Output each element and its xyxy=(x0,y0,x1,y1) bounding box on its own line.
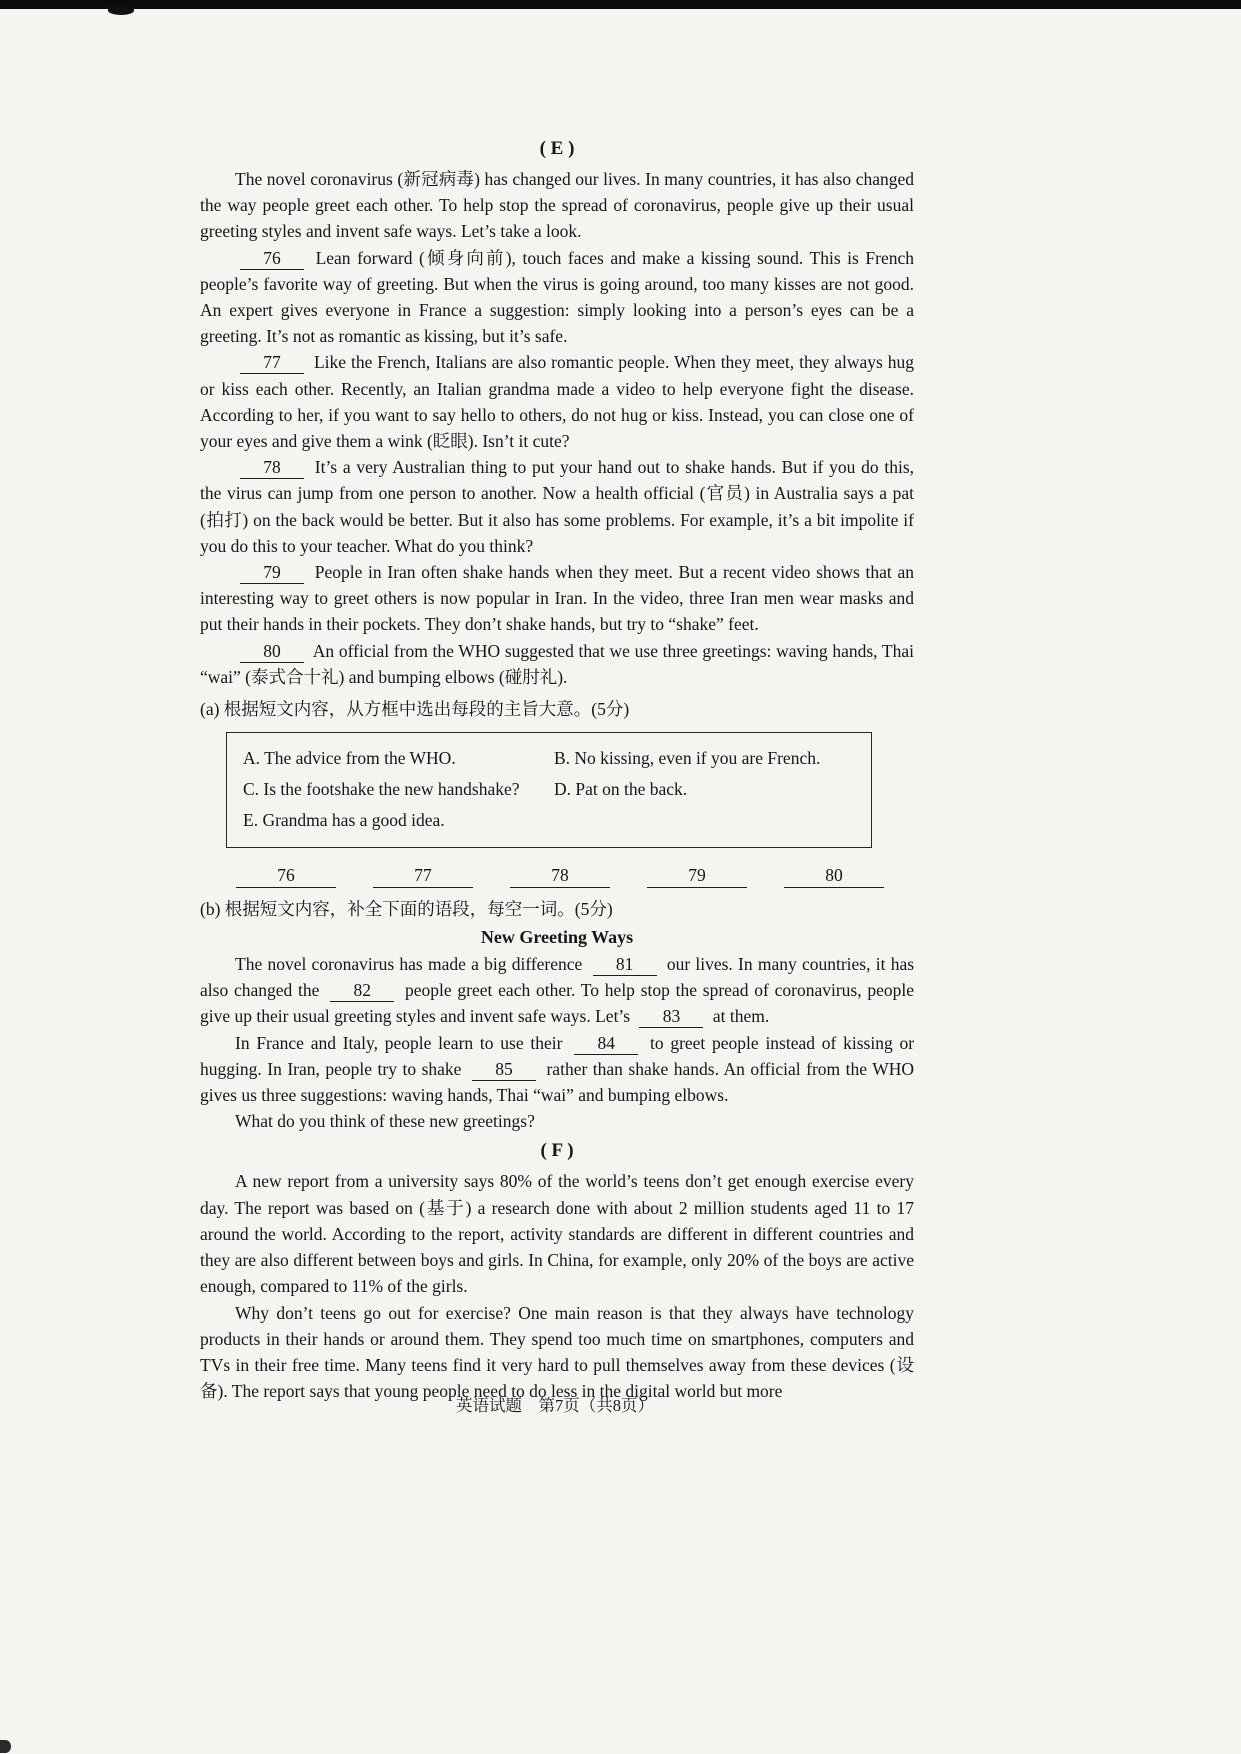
task-a-instruction: (a) 根据短文内容，从方框中选出每段的主旨大意。(5分) xyxy=(200,699,630,720)
exam-page-content xyxy=(200,136,914,1404)
answer-slot-76: 76 xyxy=(236,864,336,888)
text-run: People in Iran often shake hands when they meet. But a recent video shows that an interesting way to greet others is now popular in Iran. In the video, three Iran men wear masks and put their hands in their pockets. They don’t shake hands, but try to “shake” feet. xyxy=(200,562,915,635)
passage-e-intro: The novel coronavirus (新冠病毒) has changed our lives. In many countries, it has also changed the way people greet each other. To help stop the spread of coronavirus, people give up their usual greeting styles and invent safe ways. Let’s take a look. xyxy=(200,169,914,242)
text-run: people greet each other. To help stop the spread of coronavirus, people give up their usual greeting styles and invent safe ways. Let’s xyxy=(200,980,915,1027)
text-run: In France and Italy, people learn to use their xyxy=(235,1032,563,1053)
options-grid xyxy=(243,745,857,833)
passage-e-paragraph-80 xyxy=(200,638,914,690)
answer-slot-77: 77 xyxy=(373,864,473,888)
answer-blank: 85 xyxy=(472,1058,536,1081)
answer-blank: 80 xyxy=(240,640,304,663)
summary-heading: New Greeting Ways xyxy=(480,927,634,948)
answer-blank: 77 xyxy=(240,351,304,374)
passage-e-paragraph-79 xyxy=(200,559,914,638)
scan-edge-bar xyxy=(0,0,1241,9)
passage-e-paragraph-77 xyxy=(200,349,914,454)
answer-blank: 78 xyxy=(240,456,304,479)
text-run: our lives. In many countries, it has also changed the xyxy=(200,954,915,1001)
passage-e-paragraph-78 xyxy=(200,454,914,559)
text-run: to greet people instead of kissing or hugging. In Iran, people try to shake xyxy=(200,1032,915,1079)
passage-f-paragraph-1: A new report from a university says 80% of the world’s teens don’t get enough exercise every day. The report was based on (基于) a research done with about 2 million students aged 11 to 17 around the world. According to the report, activity standards are different in different countries and they are also different between boys and girls. In China, for example, only 20% of the boys are active enough, compared to 11% of the girls. xyxy=(200,1171,914,1297)
answer-blanks-row xyxy=(236,864,884,888)
text-run: The novel coronavirus has made a big difference xyxy=(235,954,583,975)
option-c: C. Is the footshake the new handshake? xyxy=(243,779,520,800)
answer-blank: 81 xyxy=(593,953,657,976)
option-a: A. The advice from the WHO. xyxy=(243,748,456,769)
text-run: It’s a very Australian thing to put your hand out to shake hands. But if you do this, the virus can jump from one person to another. Now a health official (官员) in Australia says a pat (拍打) on the back would be better. But it also has some problems. For example, it’s a bit impolite if you do this to your teacher. What do you think? xyxy=(200,457,915,556)
section-f-title: ( F ) xyxy=(540,1140,574,1162)
option-e: E. Grandma has a good idea. xyxy=(243,810,445,831)
summary-paragraph-1 xyxy=(200,951,914,1030)
task-b-instruction: (b) 根据短文内容，补全下面的语段，每空一词。(5分) xyxy=(200,899,613,920)
text-run: at them. xyxy=(712,1006,770,1027)
passage-e-paragraph-76 xyxy=(200,245,914,350)
section-e-title: ( E ) xyxy=(539,138,575,159)
answer-blank: 83 xyxy=(639,1005,703,1028)
answer-blank: 79 xyxy=(240,561,304,584)
option-d: D. Pat on the back. xyxy=(554,779,688,800)
text-run: rather than shake hands. An official from the WHO gives us three suggestions: waving hands, Thai “wai” and bumping elbows. xyxy=(200,1058,915,1106)
option-b: B. No kissing, even if you are French. xyxy=(554,748,821,769)
text-run: Like the French, Italians are also romantic people. When they meet, they always hug or kiss each other. Recently, an Italian grandma made a video to help everyone fight the disease. According to her, if you want to say hello to others, do not hug or kiss. Instead, you can close one of your eyes and give them a wink (眨眼). Isn’t it cute? xyxy=(200,352,914,452)
answer-slot-78: 78 xyxy=(510,864,610,888)
page-footer: 英语试题 第7页（共8页） xyxy=(456,1396,654,1415)
text-run: Lean forward (倾身向前), touch faces and make a kissing sound. This is French people’s favorite way of greeting. But when the virus is going around, too many kisses are not good. An expert gives everyone in France a suggestion: simply looking into a person’s eyes can be a greeting. It’s not as romantic as kissing, but it’s safe. xyxy=(200,247,915,347)
scan-artifact xyxy=(0,1740,11,1753)
summary-paragraph-3: What do you think of these new greetings? xyxy=(235,1111,535,1132)
main-idea-options-box xyxy=(226,732,872,848)
answer-blank: 82 xyxy=(330,979,394,1002)
passage-f-paragraph-2: Why don’t teens go out for exercise? One main reason is that they always have technology products in their hands or around them. They spend too much time on smartphones, computers and TVs in their free time. Many teens find it very hard to pull themselves away from these devices (设备). The report says that young people need to do less in the digital world but more xyxy=(200,1302,914,1402)
answer-blank: 84 xyxy=(574,1032,638,1055)
summary-paragraph-2 xyxy=(200,1030,914,1109)
scan-artifact xyxy=(108,6,134,15)
answer-blank: 76 xyxy=(240,247,304,270)
answer-slot-80: 80 xyxy=(784,864,884,888)
text-run: An official from the WHO suggested that we use three greetings: waving hands, Thai “wai” (泰式合十礼) and bumping elbows (碰肘礼). xyxy=(200,640,914,687)
answer-slot-79: 79 xyxy=(647,864,747,888)
